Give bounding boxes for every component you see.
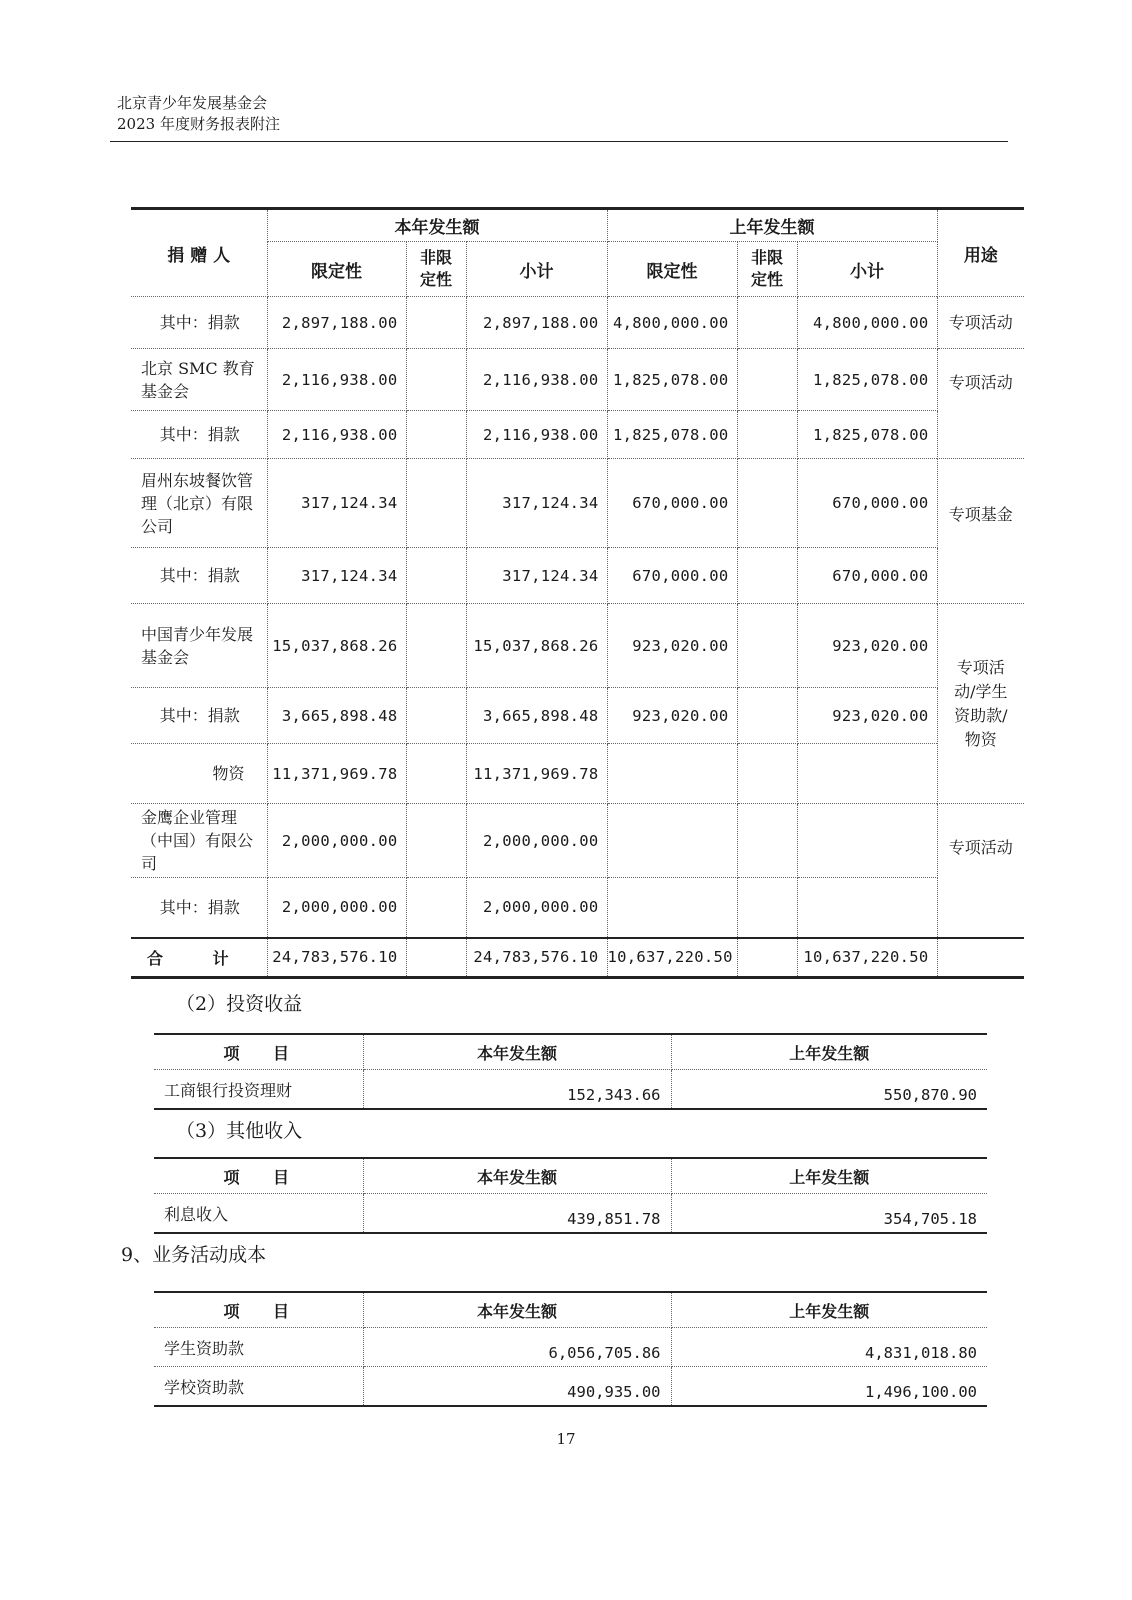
cur-subtotal-header: 小计	[466, 242, 607, 297]
prior-header: 上年发生额	[671, 1034, 987, 1070]
use-cell: 专项活动	[937, 804, 1024, 938]
current-year-header: 本年发生额	[267, 209, 607, 242]
cur-unrestricted	[406, 459, 466, 548]
table-row	[154, 1367, 987, 1407]
pri-restricted: 1,825,078.00	[607, 349, 737, 411]
donor-name: 金鹰企业管理（中国）有限公司	[131, 804, 267, 878]
donor-name: 其中：捐款	[131, 411, 267, 459]
use-cell: 专项活动	[937, 349, 1024, 459]
business-cost-title: 9、业务活动成本	[121, 1244, 267, 1266]
prior-cell: 354,705.18	[671, 1194, 987, 1234]
pri-unrestricted	[737, 878, 797, 938]
prior-cell: 1,496,100.00	[671, 1367, 987, 1407]
prior-header: 上年发生额	[671, 1292, 987, 1328]
pri-restricted-header: 限定性	[607, 242, 737, 297]
pri-unrestricted	[737, 349, 797, 411]
pri-subtotal	[797, 744, 937, 804]
cur-subtotal: 2,897,188.00	[466, 297, 607, 349]
pri-unrestricted	[737, 411, 797, 459]
current-cell: 439,851.78	[363, 1194, 671, 1234]
pri-subtotal-header: 小计	[797, 242, 937, 297]
use-header: 用途	[937, 209, 1024, 297]
donor-name: 眉州东坡餐饮管理（北京）有限公司	[131, 459, 267, 548]
other-income-table	[154, 1157, 987, 1234]
table-row	[131, 878, 1024, 938]
header-subtitle: 2023 年度财务报表附注	[117, 115, 280, 133]
pri-subtotal: 1,825,078.00	[797, 349, 937, 411]
cur-subtotal: 2,116,938.00	[466, 411, 607, 459]
current-header: 本年发生额	[363, 1158, 671, 1194]
table-row	[154, 1070, 987, 1110]
pri-unrestricted	[737, 548, 797, 604]
pri-restricted: 923,020.00	[607, 604, 737, 688]
business-cost-table	[154, 1291, 987, 1407]
pri-unrestricted	[737, 459, 797, 548]
pri-subtotal: 1,825,078.00	[797, 411, 937, 459]
donor-name: 其中：捐款	[131, 688, 267, 744]
donor-header: 捐 赠 人	[131, 209, 267, 297]
table-row	[131, 548, 1024, 604]
cur-unrestricted	[406, 604, 466, 688]
total-row	[131, 938, 1024, 978]
pri-subtotal: 4,800,000.00	[797, 297, 937, 349]
cur-unrestricted	[406, 878, 466, 938]
item-header: 项 目	[154, 1292, 363, 1328]
total-use	[937, 938, 1024, 978]
cur-unrestricted	[406, 688, 466, 744]
cur-restricted: 2,000,000.00	[267, 804, 406, 878]
cur-unrestricted	[406, 411, 466, 459]
cur-subtotal: 317,124.34	[466, 459, 607, 548]
cur-subtotal: 2,000,000.00	[466, 804, 607, 878]
table-row	[131, 349, 1024, 411]
item-header: 项 目	[154, 1158, 363, 1194]
pri-unrestricted	[737, 604, 797, 688]
current-header: 本年发生额	[363, 1034, 671, 1070]
cur-subtotal: 15,037,868.26	[466, 604, 607, 688]
pri-subtotal	[797, 804, 937, 878]
prior-year-header: 上年发生额	[607, 209, 937, 242]
pri-restricted: 4,800,000.00	[607, 297, 737, 349]
current-cell: 152,343.66	[363, 1070, 671, 1110]
pri-restricted: 670,000.00	[607, 459, 737, 548]
cur-unrestricted	[406, 804, 466, 878]
cur-subtotal: 3,665,898.48	[466, 688, 607, 744]
cur-unrestricted	[406, 548, 466, 604]
pri-subtotal: 670,000.00	[797, 548, 937, 604]
pri-unrestricted	[737, 688, 797, 744]
item-cell: 工商银行投资理财	[154, 1070, 363, 1110]
cur-restricted: 2,116,938.00	[267, 349, 406, 411]
pri-subtotal: 923,020.00	[797, 688, 937, 744]
use-cell: 专项活动/学生资助款/物资	[937, 604, 1024, 804]
pri-unrestricted	[737, 297, 797, 349]
cur-restricted: 3,665,898.48	[267, 688, 406, 744]
total-pri-unrestricted	[737, 938, 797, 978]
table-row	[131, 804, 1024, 878]
pri-restricted: 923,020.00	[607, 688, 737, 744]
pri-subtotal: 923,020.00	[797, 604, 937, 688]
pri-restricted	[607, 744, 737, 804]
total-cur-subtotal: 24,783,576.10	[466, 938, 607, 978]
table-row	[131, 297, 1024, 349]
other-income-title: （3）其他收入	[176, 1120, 303, 1142]
table-row	[154, 1328, 987, 1367]
current-header: 本年发生额	[363, 1292, 671, 1328]
pri-subtotal: 670,000.00	[797, 459, 937, 548]
cur-restricted: 11,371,969.78	[267, 744, 406, 804]
table-row	[131, 604, 1024, 688]
cur-unrestricted	[406, 349, 466, 411]
investment-table	[154, 1033, 987, 1110]
current-cell: 6,056,705.86	[363, 1328, 671, 1367]
prior-header: 上年发生额	[671, 1158, 987, 1194]
item-cell: 学生资助款	[154, 1328, 363, 1367]
cur-subtotal: 11,371,969.78	[466, 744, 607, 804]
table-row	[131, 459, 1024, 548]
cur-unrestricted-header: 非限 定性	[406, 242, 466, 297]
pri-subtotal	[797, 878, 937, 938]
cur-subtotal: 317,124.34	[466, 548, 607, 604]
page-number: 17	[556, 1430, 576, 1448]
pri-unrestricted-header: 非限 定性	[737, 242, 797, 297]
cur-restricted-header: 限定性	[267, 242, 406, 297]
table-row	[131, 688, 1024, 744]
prior-cell: 4,831,018.80	[671, 1328, 987, 1367]
total-cur-restricted: 24,783,576.10	[267, 938, 406, 978]
item-header: 项 目	[154, 1034, 363, 1070]
donor-name: 物资	[131, 744, 267, 804]
item-cell: 学校资助款	[154, 1367, 363, 1407]
cur-restricted: 2,000,000.00	[267, 878, 406, 938]
donor-name: 北京 SMC 教育基金会	[131, 349, 267, 411]
pri-unrestricted	[737, 804, 797, 878]
pri-unrestricted	[737, 744, 797, 804]
cur-unrestricted	[406, 744, 466, 804]
cur-restricted: 317,124.34	[267, 459, 406, 548]
pri-restricted	[607, 804, 737, 878]
donor-name: 其中：捐款	[131, 548, 267, 604]
donations-table	[131, 207, 1024, 979]
item-cell: 利息收入	[154, 1194, 363, 1234]
total-pri-subtotal: 10,637,220.50	[797, 938, 937, 978]
cur-unrestricted	[406, 297, 466, 349]
cur-restricted: 2,897,188.00	[267, 297, 406, 349]
pri-restricted: 1,825,078.00	[607, 411, 737, 459]
cur-restricted: 317,124.34	[267, 548, 406, 604]
use-cell: 专项基金	[937, 459, 1024, 604]
cur-restricted: 15,037,868.26	[267, 604, 406, 688]
donor-name: 其中：捐款	[131, 297, 267, 349]
header-org: 北京青少年发展基金会	[117, 94, 268, 112]
prior-cell: 550,870.90	[671, 1070, 987, 1110]
donor-name: 中国青少年发展基金会	[131, 604, 267, 688]
current-cell: 490,935.00	[363, 1367, 671, 1407]
table-row	[154, 1194, 987, 1234]
pri-restricted	[607, 878, 737, 938]
pri-restricted: 670,000.00	[607, 548, 737, 604]
total-pri-restricted: 10,637,220.50	[607, 938, 737, 978]
table-row	[131, 411, 1024, 459]
table-row	[131, 744, 1024, 804]
cur-subtotal: 2,000,000.00	[466, 878, 607, 938]
cur-subtotal: 2,116,938.00	[466, 349, 607, 411]
cur-restricted: 2,116,938.00	[267, 411, 406, 459]
donor-name: 其中：捐款	[131, 878, 267, 938]
use-cell: 专项活动	[937, 297, 1024, 349]
header-rule	[110, 141, 1008, 142]
total-label: 合 计	[131, 938, 267, 978]
investment-title: （2）投资收益	[176, 993, 303, 1015]
total-cur-unrestricted	[406, 938, 466, 978]
